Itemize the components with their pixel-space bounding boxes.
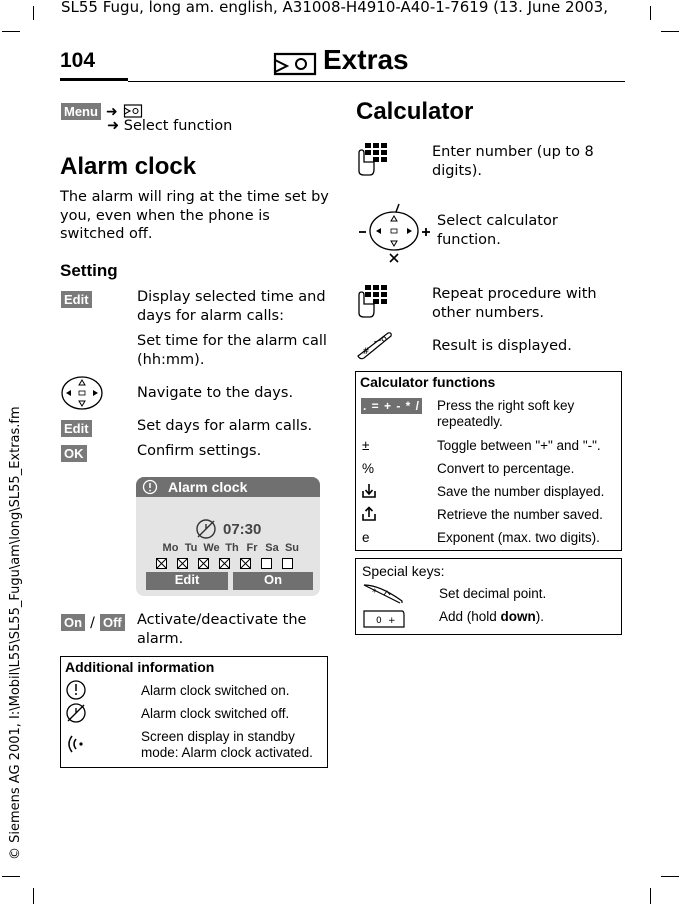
calc-function-text: Convert to percentage. xyxy=(437,461,575,476)
calc-step-text: Enter number (up to 8 digits). xyxy=(432,144,594,179)
plus-minus-symbol: ± xyxy=(362,438,370,453)
day-checkbox-empty xyxy=(261,558,272,569)
calc-functions-title: Calculator functions xyxy=(360,374,496,390)
screen-right-softkey: On xyxy=(233,572,313,590)
step-text: Display selected time and days for alarm calls: xyxy=(137,289,326,324)
day-label: Sa xyxy=(265,542,279,554)
crop-mark xyxy=(661,31,679,32)
day-label: We xyxy=(203,542,220,554)
save-icon xyxy=(361,483,377,499)
step-ok-key: OK xyxy=(61,443,87,462)
step-edit-key: Edit xyxy=(61,289,92,308)
day-label: Th xyxy=(225,542,239,554)
alarm-on-icon xyxy=(65,679,87,701)
special-keys-title: Special keys: xyxy=(362,563,445,579)
arrow-icon: ➜ xyxy=(107,118,120,134)
calc-function-text: Save the number displayed. xyxy=(437,484,605,499)
nav-path-line2 xyxy=(107,117,232,136)
day-checkbox-empty xyxy=(282,558,293,569)
info-row-text: Alarm clock switched on. xyxy=(141,683,290,698)
navigation-key-icon xyxy=(60,375,104,415)
header-rule xyxy=(128,81,625,82)
svg-text:0: 0 xyxy=(376,616,382,626)
crop-mark xyxy=(33,6,34,20)
calculator-title: Calculator xyxy=(356,98,474,125)
chapter-title: Extras xyxy=(323,44,409,75)
standby-alarm-icon xyxy=(65,733,87,755)
running-header: SL55 Fugu, long am. english, A31008-H4910-A40-1-7619 (13. June 2003, xyxy=(61,0,608,16)
step-edit-key: Edit xyxy=(61,418,92,437)
calc-function-key: . = + - * / xyxy=(363,399,421,413)
day-label: Su xyxy=(284,542,300,554)
additional-info-box xyxy=(60,656,328,768)
extras-icon xyxy=(271,50,319,82)
alarm-off-icon xyxy=(65,702,87,724)
step-text: Confirm settings. xyxy=(137,443,262,459)
alarm-clock-icon xyxy=(141,478,159,496)
crop-mark xyxy=(2,31,20,32)
alarm-screen xyxy=(136,477,320,596)
off-key: Off xyxy=(100,614,125,631)
special-keys-box xyxy=(355,558,622,635)
alarm-off-icon xyxy=(194,517,218,541)
crop-mark xyxy=(33,888,34,904)
page-number-rule xyxy=(60,78,128,81)
on-off-text: Activate/deactivate the alarm. xyxy=(137,612,307,647)
arrow-icon: ➜ xyxy=(106,104,118,120)
side-footer: © Siemens AG 2001, I:\Mobil\L55\SL55_Fugu\am\long\SL55_Extras.fm xyxy=(8,406,23,860)
select-function: Select function xyxy=(123,118,233,134)
setting-heading: Setting xyxy=(60,261,118,280)
alarm-intro: The alarm will ring at the time set by you, even when the phone is switched off. xyxy=(60,189,329,242)
percent-symbol: % xyxy=(362,461,375,476)
calc-function-text: Toggle between "+" and "-". xyxy=(437,438,601,453)
hash-key-icon xyxy=(356,330,394,360)
alarm-screen-title: Alarm clock xyxy=(136,477,320,497)
svg-text:#: # xyxy=(362,347,370,357)
retrieve-icon xyxy=(361,506,377,522)
calc-navigation-key-icon xyxy=(356,202,434,264)
step-text: Navigate to the days. xyxy=(137,385,294,401)
svg-text:+: + xyxy=(388,616,396,626)
zero-key-icon xyxy=(362,607,406,629)
day-checkbox-checked xyxy=(240,558,251,569)
on-off-keys xyxy=(61,612,125,631)
crop-mark xyxy=(661,876,679,877)
additional-info-title: Additional information xyxy=(65,659,215,675)
keypad-icon xyxy=(356,141,390,177)
calc-function-text: Retrieve the number saved. xyxy=(437,507,603,522)
special-key-text: Add (hold down). xyxy=(439,609,545,624)
on-off-separator: / xyxy=(90,615,95,631)
crop-mark xyxy=(650,888,651,904)
screen-left-softkey: Edit xyxy=(146,572,228,590)
calc-step-text: Select calculator function. xyxy=(437,213,558,248)
day-labels xyxy=(160,542,302,554)
day-label: Fr xyxy=(246,542,258,554)
crop-mark xyxy=(2,876,20,877)
alarm-title: Alarm clock xyxy=(60,153,197,180)
calc-step-text: Result is displayed. xyxy=(432,338,572,354)
page-number: 104 xyxy=(60,49,96,72)
exponent-symbol: e xyxy=(362,530,370,545)
day-checkbox-checked xyxy=(198,558,209,569)
calc-functions-box xyxy=(355,371,622,551)
step-text: Set time for the alarm call (hh:mm). xyxy=(137,333,327,368)
info-row-text: Alarm clock switched off. xyxy=(141,706,290,721)
menu-key: Menu xyxy=(61,103,101,120)
day-label: Tu xyxy=(184,542,198,554)
info-row-text: Screen display in standby mode: Alarm clock activated. xyxy=(141,729,313,760)
on-key: On xyxy=(61,614,85,631)
star-key-icon xyxy=(362,583,404,605)
alarm-time: 07:30 xyxy=(223,521,262,538)
calc-function-text: Exponent (max. two digits). xyxy=(437,530,600,545)
special-key-text: Set decimal point. xyxy=(439,586,547,601)
day-checkbox-checked xyxy=(177,558,188,569)
keypad-icon xyxy=(356,283,390,319)
calc-function-text: Press the right soft key repeatedly. xyxy=(437,398,575,429)
crop-mark xyxy=(650,6,651,20)
calc-step-text: Repeat procedure with other numbers. xyxy=(432,286,597,321)
day-label: Mo xyxy=(162,542,179,554)
day-checkbox-checked xyxy=(156,558,167,569)
svg-text:*: * xyxy=(372,588,377,598)
step-text: Set days for alarm calls. xyxy=(137,418,313,434)
day-checkbox-checked xyxy=(219,558,230,569)
